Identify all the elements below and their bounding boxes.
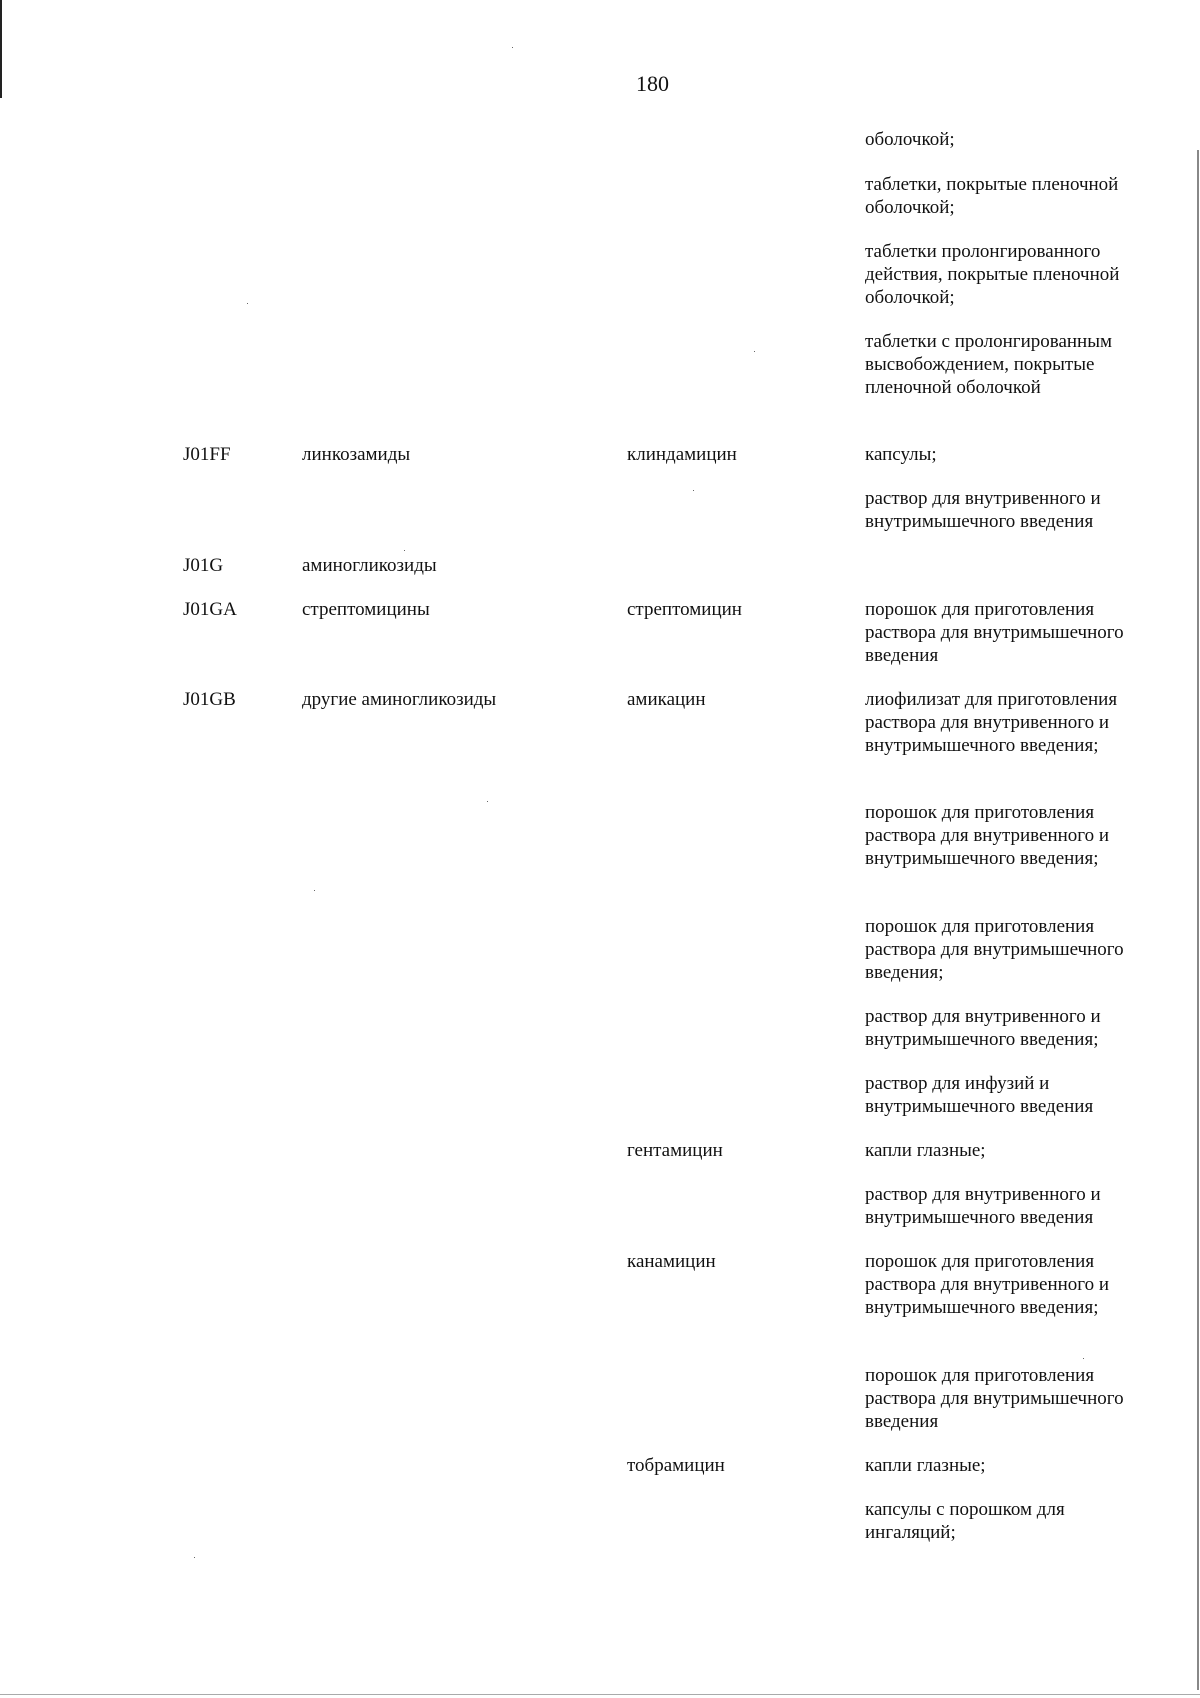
scan-speck bbox=[404, 550, 405, 551]
scan-speck bbox=[693, 490, 694, 491]
dosage-form: капли глазные; bbox=[865, 1455, 986, 1476]
scan-edge-bottom bbox=[0, 1694, 1200, 1695]
atc-group-name: аминогликозиды bbox=[302, 555, 437, 576]
dosage-form: таблетки пролонгированного действия, покрытые пленочной оболочкой; bbox=[865, 241, 1120, 308]
atc-code: J01GA bbox=[183, 599, 237, 620]
scan-edge-right bbox=[1197, 150, 1199, 1690]
scan-speck bbox=[512, 47, 513, 48]
dosage-form: раствор для внутривенного и внутримышечного введения; bbox=[865, 1006, 1101, 1050]
scan-speck bbox=[1083, 1358, 1084, 1359]
dosage-form: порошок для приготовления раствора для внутримышечного введения bbox=[865, 599, 1124, 666]
scan-speck bbox=[487, 801, 488, 802]
atc-code: J01G bbox=[183, 555, 224, 576]
dosage-form: таблетки, покрытые пленочной оболочкой; bbox=[865, 174, 1119, 218]
atc-group-name: другие аминогликозиды bbox=[302, 689, 497, 710]
drug-name: амикацин bbox=[627, 689, 706, 710]
page-number: 180 bbox=[636, 71, 669, 96]
drug-name: канамицин bbox=[627, 1251, 716, 1272]
dosage-form: порошок для приготовления раствора для внутримышечного введения bbox=[865, 1365, 1124, 1432]
drug-name: тобрамицин bbox=[627, 1455, 725, 1476]
dosage-form: оболочкой; bbox=[865, 129, 955, 150]
atc-code: J01FF bbox=[183, 444, 231, 465]
drug-name: гентамицин bbox=[627, 1140, 723, 1161]
drug-name: клиндамицин bbox=[627, 444, 737, 465]
atc-code: J01GB bbox=[183, 689, 236, 710]
dosage-form: капли глазные; bbox=[865, 1140, 986, 1161]
dosage-form: таблетки с пролонгированным высвобождением, покрытые пленочной оболочкой bbox=[865, 331, 1113, 398]
dosage-form: раствор для внутривенного и внутримышечного введения bbox=[865, 1184, 1101, 1228]
scan-speck bbox=[754, 351, 755, 352]
dosage-form: лиофилизат для приготовления раствора для внутривенного и внутримышечного введения; bbox=[865, 689, 1118, 756]
atc-group-name: стрептомицины bbox=[302, 599, 430, 620]
atc-group-name: линкозамиды bbox=[302, 444, 411, 465]
scan-speck bbox=[194, 1557, 195, 1558]
scan-speck bbox=[314, 890, 315, 891]
dosage-form: капсулы; bbox=[865, 444, 937, 465]
dosage-form: порошок для приготовления раствора для внутримышечного введения; bbox=[865, 916, 1124, 983]
dosage-form: раствор для инфузий и внутримышечного введения bbox=[865, 1073, 1094, 1117]
dosage-form: капсулы с порошком для ингаляций; bbox=[865, 1499, 1065, 1543]
dosage-form: порошок для приготовления раствора для внутривенного и внутримышечного введения; bbox=[865, 1251, 1110, 1318]
scan-speck bbox=[247, 303, 248, 304]
dosage-form: раствор для внутривенного и внутримышечного введения bbox=[865, 488, 1101, 532]
dosage-form: порошок для приготовления раствора для внутривенного и внутримышечного введения; bbox=[865, 802, 1110, 869]
drug-name: стрептомицин bbox=[627, 599, 742, 620]
